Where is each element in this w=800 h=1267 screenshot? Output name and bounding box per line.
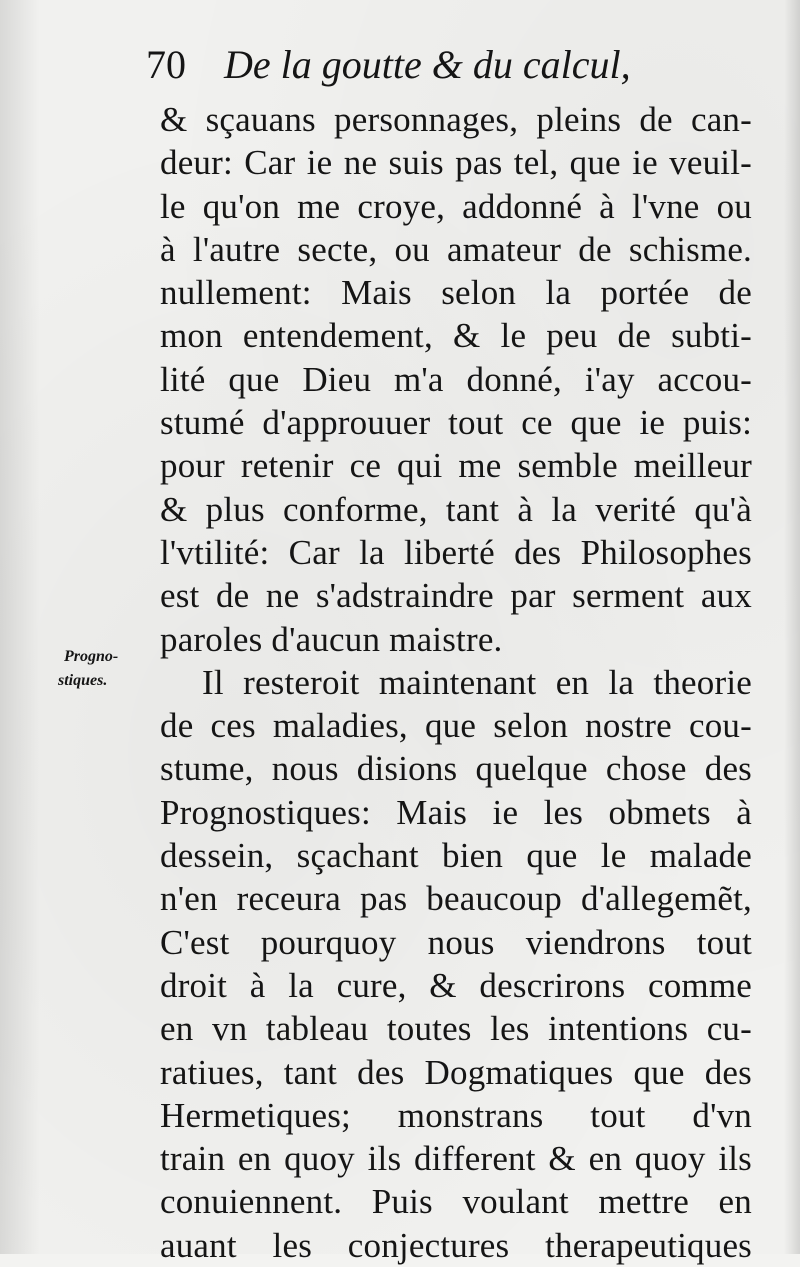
text-line: est de ne s'adstraindre par serment aux bbox=[160, 576, 752, 616]
text-line: dessein, sçachant bien que le malade bbox=[160, 836, 752, 876]
body-text bbox=[160, 98, 752, 1267]
text-line: & sçauans personnages, pleins de can- bbox=[160, 100, 752, 139]
text-line: auant les conjectures therapeutiques bbox=[160, 1225, 752, 1265]
text-line: Prognostiques: Mais ie les obmets à bbox=[160, 792, 752, 832]
running-head bbox=[146, 40, 766, 90]
text-line: train en quoy ils different & en quoy ils bbox=[160, 1139, 752, 1179]
text-line: C'est pourquoy nous viendrons tout bbox=[160, 922, 752, 962]
text-line: ratiues, tant des Dogmatiques que des bbox=[160, 1052, 752, 1092]
text-line: stumé d'approuuer tout ce que ie puis: bbox=[160, 403, 752, 443]
margin-note bbox=[58, 645, 154, 693]
text-line: droit à la cure, & descrirons comme bbox=[160, 965, 752, 1005]
text-line: en vn tableau toutes les intentions cu- bbox=[160, 1009, 752, 1049]
text-line: de ces maladies, que selon nostre cou- bbox=[160, 706, 752, 746]
text-line: & plus conforme, tant à la verité qu'à bbox=[160, 489, 752, 529]
text-line: à l'autre secte, ou amateur de schisme. bbox=[160, 229, 752, 269]
text-line: Hermetiques; monstrans tout d'vn bbox=[160, 1095, 752, 1135]
text-line: stume, nous disions quelque chose des bbox=[160, 749, 752, 789]
text-line: conuiennent. Puis voulant mettre en bbox=[160, 1182, 752, 1222]
text-line: nullement: Mais selon la portée de bbox=[160, 273, 752, 313]
text-line: deur: Car ie ne suis pas tel, que ie veuil- bbox=[160, 143, 752, 183]
text-line: l'vtilité: Car la liberté des Philosophes bbox=[160, 532, 752, 572]
text-line: le qu'on me croye, addonné à l'vne ou bbox=[160, 186, 752, 226]
paragraph-start-line: Il resteroit maintenant en la theorie bbox=[202, 662, 752, 702]
gutter-shadow bbox=[0, 0, 40, 1254]
page-edge-shadow bbox=[784, 0, 800, 1254]
text-line: n'en receura pas beaucoup d'allegemẽt, bbox=[160, 879, 752, 919]
margin-note-line: Progno- bbox=[64, 648, 119, 665]
text-line: lité que Dieu m'a donné, i'ay accou- bbox=[160, 359, 752, 399]
margin-note-line: stiques. bbox=[58, 672, 108, 689]
text-line: pour retenir ce qui me semble meilleur bbox=[160, 446, 752, 486]
text-line: mon entendement, & le peu de subti- bbox=[160, 316, 752, 356]
running-title: De la goutte & du calcul, bbox=[224, 42, 631, 87]
paragraph-end-line: paroles d'aucun maistre. bbox=[160, 619, 503, 659]
page-number: 70 bbox=[146, 42, 186, 87]
